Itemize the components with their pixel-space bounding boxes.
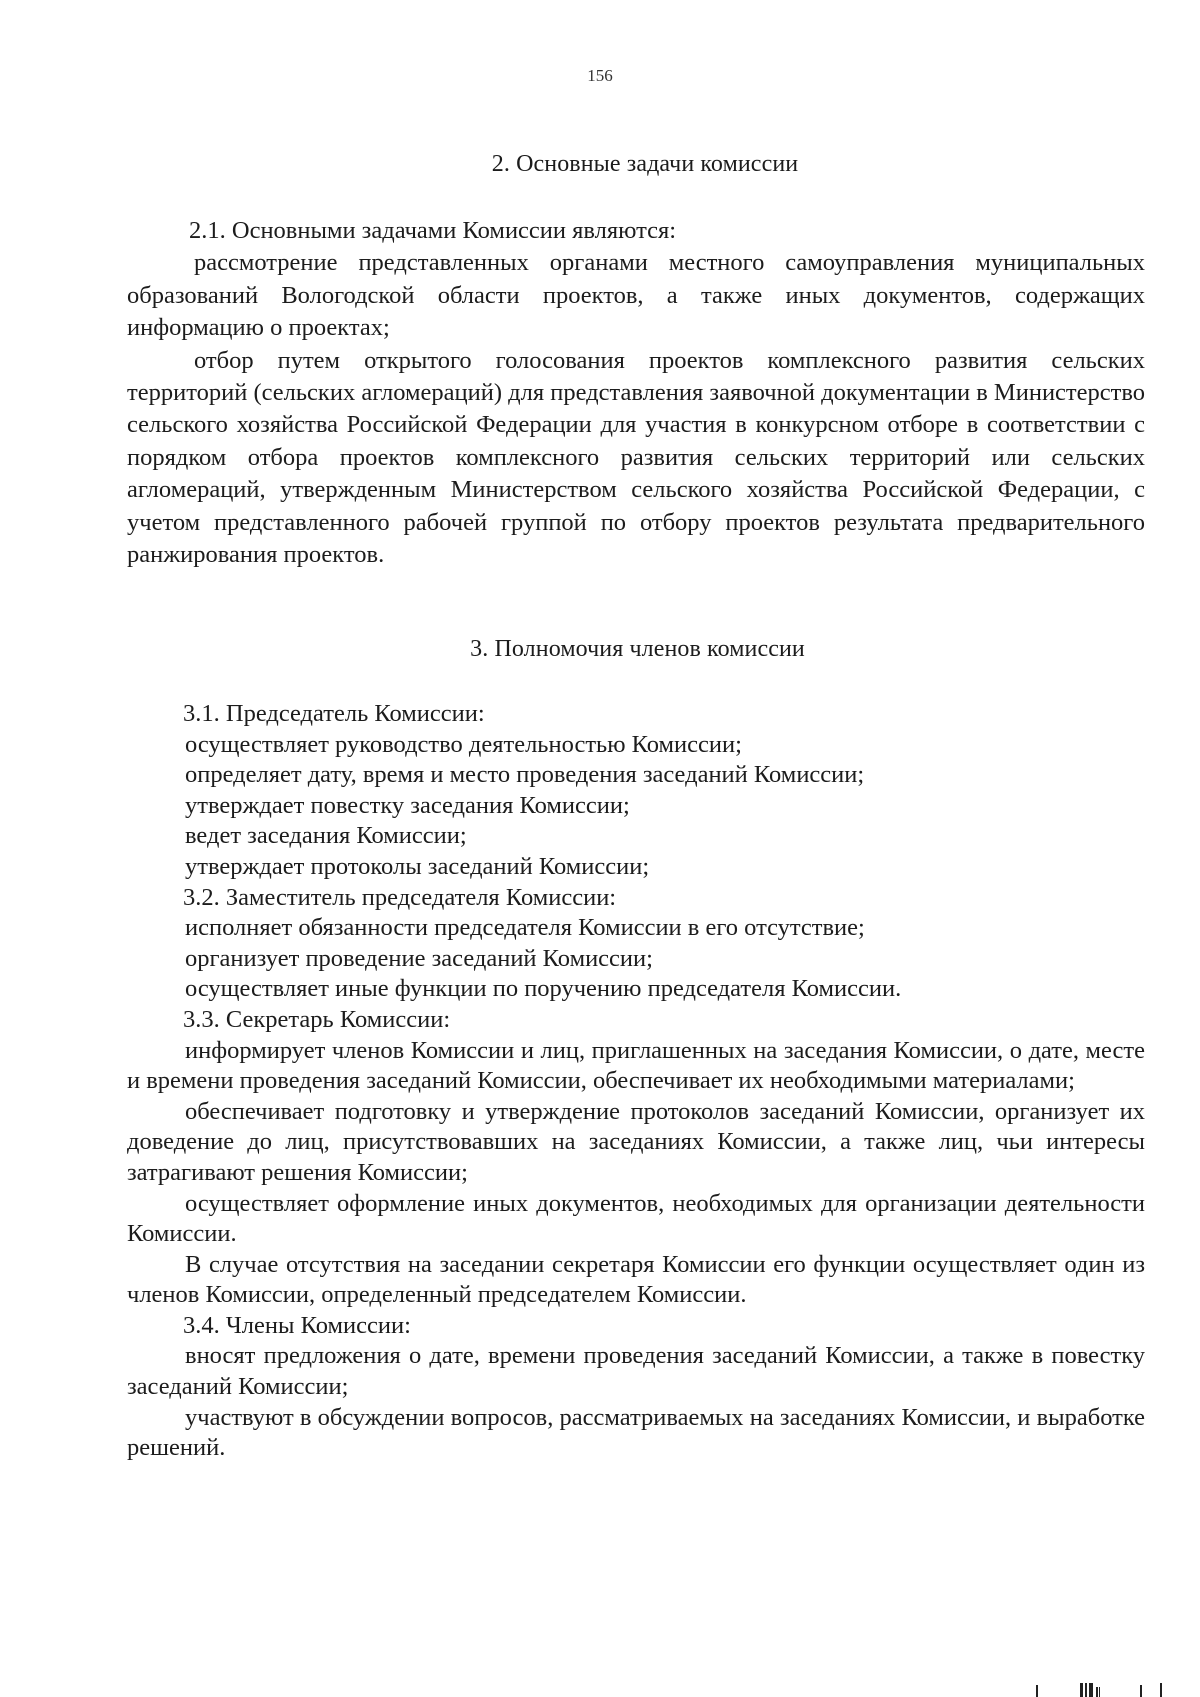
paragraph: организует проведение заседаний Комиссии; xyxy=(185,944,653,972)
paragraph: исполняет обязанности председателя Комиссии в его отсутствие; xyxy=(185,914,865,942)
paragraph-3-1: 3.1. Председатель Комиссии: xyxy=(183,700,485,727)
section-3-title: 3. Полномочия членов комиссии xyxy=(470,636,805,662)
paragraph-2-1: 2.1. Основными задачами Комиссии являются: xyxy=(189,217,677,244)
paragraph: осуществляет иные функции по поручению председателя Комиссии. xyxy=(185,975,902,1003)
paragraph: утверждает повестку заседания Комиссии; xyxy=(185,791,630,819)
paragraph: определяет дату, время и место проведения заседаний Комиссии; xyxy=(185,761,865,789)
paragraph: вносят предложения о дате, времени проведения заседаний Комиссии, а также в повестку заседаний Комиссии; xyxy=(127,1342,1145,1401)
scan-registration-marks xyxy=(1036,1677,1186,1697)
paragraph: рассмотрение представленных органами местного самоуправления муниципальных образований Вологодской области проектов, а также иных документов, содержащих информацию о проектах; xyxy=(127,249,1145,342)
section-2-body xyxy=(127,215,1145,571)
paragraph-3-4: 3.4. Члены Комиссии: xyxy=(183,1311,411,1339)
paragraph: обеспечивает подготовку и утверждение протоколов заседаний Комиссии, организует их доведение до лиц, присутствовавших на заседаниях Комиссии, а также лиц, чьи интересы затрагивают решения Комиссии; xyxy=(127,1097,1145,1186)
section-2-title: 2. Основные задачи комиссии xyxy=(491,151,799,177)
paragraph: В случае отсутствия на заседании секретаря Комиссии его функции осуществляет один из членов Комиссии, определенный председателем Комиссии. xyxy=(127,1250,1145,1309)
paragraph: ведет заседания Комиссии; xyxy=(185,822,467,850)
paragraph-3-3: 3.3. Секретарь Комиссии: xyxy=(183,1005,451,1033)
paragraph: участвуют в обсуждении вопросов, рассматриваемых на заседаниях Комиссии, и выработке решений. xyxy=(127,1403,1145,1462)
section-3-body xyxy=(127,699,1145,1464)
paragraph: утверждает протоколы заседаний Комиссии; xyxy=(185,852,650,880)
page-number: 156 xyxy=(587,66,613,85)
paragraph-3-2: 3.2. Заместитель председателя Комиссии: xyxy=(183,883,617,911)
paragraph: отбор путем открытого голосования проектов комплексного развития сельских территорий (сельских агломераций) для представления заявочной документации в Министерство сельского хозяйства Российской Федерации для участия в конкурсном отборе в соответствии с порядком отбора проектов комплексного развития сельских территорий или сельских агломераций, утвержденным Министерством сельского хозяйства Российской Федерации, с учетом представленного рабочей группой по отбору проектов результата предварительного ранжирования проектов. xyxy=(127,346,1145,569)
paragraph: информирует членов Комиссии и лиц, приглашенных на заседания Комиссии, о дате, месте и времени проведения заседаний Комиссии, обеспечивает их необходимыми материалами; xyxy=(127,1036,1145,1095)
paragraph: осуществляет оформление иных документов, необходимых для организации деятельности Комиссии. xyxy=(127,1189,1145,1248)
paragraph: осуществляет руководство деятельностью Комиссии; xyxy=(185,730,742,758)
